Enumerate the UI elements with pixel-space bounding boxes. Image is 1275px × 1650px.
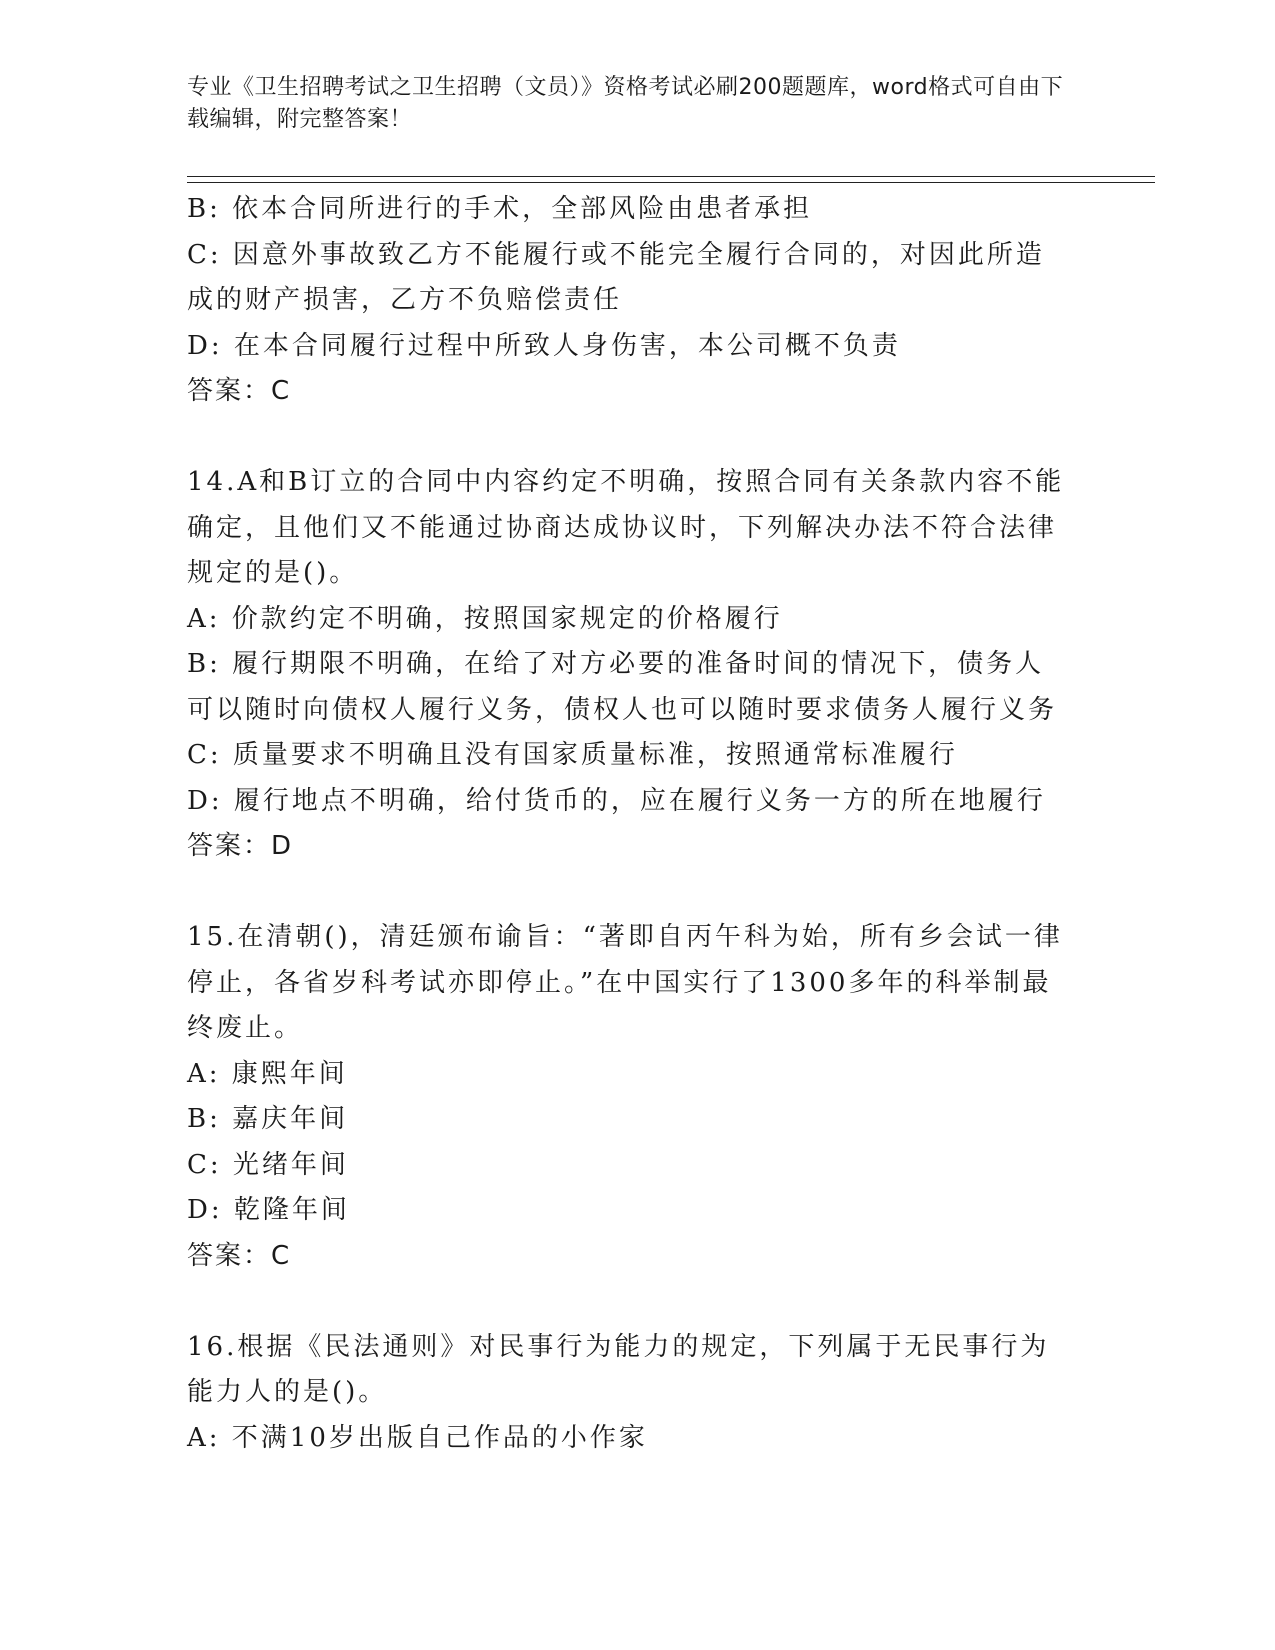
question-16: [187, 1325, 1067, 1462]
question-15: [187, 915, 1067, 1279]
answer-label: 答案：C: [187, 376, 292, 406]
spacer: [187, 870, 1067, 916]
question-stem: 16.根据《民法通则》对民事行为能力的规定，下列属于无民事行为能力人的是()。: [187, 1331, 1050, 1407]
answer-label: 答案：C: [187, 1240, 292, 1271]
option-b: B: 依本合同所进行的手术，全部风险由患者承担: [187, 194, 813, 224]
answer-label: 答案：D: [187, 831, 294, 861]
option-b: B: 嘉庆年间: [187, 1104, 349, 1134]
question-13-continued: [187, 187, 1067, 415]
option-a: A: 价款约定不明确，按照国家规定的价格履行: [187, 603, 783, 634]
header-divider-bottom: [187, 182, 1155, 183]
option-d: D: 在本合同履行过程中所致人身伤害，本公司概不负责: [187, 330, 901, 361]
option-d: D: 履行地点不明确，给付货币的，应在履行义务一方的所在地履行: [187, 785, 1046, 816]
question-stem: 15.在清朝()，清廷颁布谕旨：“著即自丙午科为始，所有乡会试一律停止，各省岁科考试亦即停止。”在中国实行了1300多年的科举制最终废止。: [187, 922, 1063, 1043]
question-stem: 14.A和B订立的合同中内容约定不明确，按照合同有关条款内容不能确定，且他们又不能通过协商达成协议时，下列解决办法不符合法律规定的是()。: [187, 467, 1065, 588]
option-c: C: 质量要求不明确且没有国家质量标准，按照通常标准履行: [187, 740, 958, 770]
document-body: [187, 187, 1067, 1461]
header-divider-top: [187, 176, 1155, 177]
option-b: B: 履行期限不明确，在给了对方必要的准备时间的情况下，债务人可以随时向债权人履行义务，债权人也可以随时要求债务人履行义务: [187, 649, 1058, 725]
option-a: A: 不满10岁出版自己作品的小作家: [187, 1422, 648, 1453]
document-header: 专业《卫生招聘考试之卫生招聘（文员）》资格考试必刷200题题库，word格式可自由下载编辑，附完整答案！: [187, 75, 1064, 132]
option-a: A: 康熙年间: [187, 1058, 348, 1089]
spacer: [187, 415, 1067, 461]
option-c: C: 因意外事故致乙方不能履行或不能完全履行合同的，对因此所造成的财产损害，乙方不负赔偿责任: [187, 239, 1045, 315]
question-14: [187, 460, 1067, 870]
option-c: C: 光绪年间: [187, 1149, 349, 1180]
spacer: [187, 1279, 1067, 1325]
option-d: D: 乾隆年间: [187, 1195, 350, 1225]
